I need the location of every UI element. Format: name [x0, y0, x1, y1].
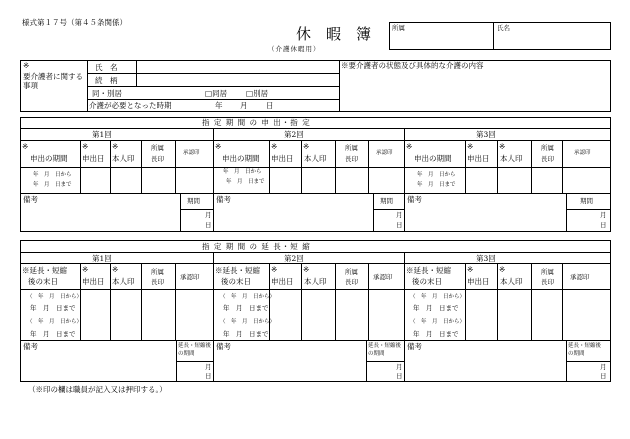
duration-label-2: の期間	[368, 351, 385, 357]
mark: ※	[112, 265, 119, 274]
remarks-label: 備考	[23, 195, 38, 204]
paren-from: （ 年 月 日から）	[410, 319, 466, 325]
round-label: 第3回	[476, 254, 496, 263]
col-new-end: 後の末日	[221, 277, 251, 286]
col-self-seal: 本人印	[112, 154, 135, 163]
mark: ※	[271, 142, 278, 151]
col-self-seal: 本人印	[304, 277, 327, 286]
period-to: 年 月 日まで	[417, 182, 456, 188]
round-label: 第1回	[92, 254, 112, 263]
round-label: 第2回	[284, 254, 304, 263]
round-label: 第3回	[476, 130, 496, 139]
period-from: 年 月 日から	[223, 169, 262, 175]
col-request-date: 申出日	[271, 154, 294, 163]
col-period: 申出の期間	[222, 154, 260, 163]
col-approval-seal: 承認印	[373, 273, 393, 281]
col-extension: ※延長・短縮	[215, 266, 260, 275]
name-label: 氏名	[497, 24, 510, 32]
col-dept: 所属	[541, 144, 554, 152]
col-dept: 所属	[541, 268, 554, 276]
duration-month: 月	[600, 211, 607, 219]
care-start-month: 月	[240, 101, 248, 110]
mark: ※	[499, 265, 506, 274]
col-approval-seal: 承認印	[183, 150, 200, 156]
cohabit-label: 同・別居	[92, 89, 122, 98]
mark: ※	[215, 142, 222, 151]
mark: ※	[303, 265, 310, 274]
paren-from: （ 年 月 日から）	[27, 319, 83, 325]
period-from: 年 月 日から	[33, 172, 72, 178]
end-line: 年 月 日まで	[413, 304, 459, 312]
form-number: 様式第１７号（第４５条関係）	[22, 18, 127, 27]
duration-label-1: 延長・短縮後	[368, 343, 402, 349]
col-self-seal: 本人印	[304, 154, 327, 163]
col-approval-seal: 承認印	[570, 273, 590, 281]
mark: ※	[467, 142, 474, 151]
same-house-checkbox[interactable]: □同居	[205, 89, 228, 98]
period-from: 年 月 日から	[417, 172, 456, 178]
mark: ※	[22, 142, 29, 151]
mark: ※	[406, 142, 413, 151]
paren-from: （ 年 月 日から）	[220, 294, 276, 300]
period-to: 年 月 日まで	[226, 179, 265, 185]
round-label: 第2回	[284, 130, 304, 139]
duration-label-2: の期間	[568, 351, 585, 357]
duration-day: 日	[205, 372, 212, 380]
mark: ※	[112, 142, 119, 151]
duration-month: 月	[205, 363, 212, 371]
duration-label-2: の期間	[178, 351, 195, 357]
col-request-date: 申出日	[82, 277, 105, 286]
col-new-end: 後の末日	[28, 277, 58, 286]
col-dept: 所属	[151, 144, 164, 152]
paren-from: （ 年 月 日から）	[27, 294, 83, 300]
paren-from: （ 年 月 日から）	[410, 294, 466, 300]
duration-day: 日	[600, 221, 607, 229]
col-request-date: 申出日	[467, 154, 490, 163]
duration-day: 日	[205, 221, 212, 229]
duration-label-1: 延長・短縮後	[568, 343, 602, 349]
end-line: 年 月 日まで	[30, 304, 76, 312]
col-self-seal: 本人印	[112, 277, 135, 286]
end-line: 年 月 日まで	[223, 330, 269, 338]
col-chief-seal: 長印	[345, 155, 358, 163]
duration-month: 月	[396, 363, 403, 371]
col-period: 申出の期間	[30, 154, 68, 163]
duration-label: 期間	[380, 197, 393, 205]
care-start-label: 介護が必要となった時期	[89, 101, 172, 110]
form-title: 休 暇 簿	[296, 25, 372, 43]
duration-day: 日	[600, 372, 607, 380]
care-condition-label: ※要介護者の状態及び具体的な介護の内容	[341, 61, 484, 70]
col-approval-seal: 承認印	[574, 150, 591, 156]
mark: ※	[499, 142, 506, 151]
mark: ※	[82, 265, 89, 274]
duration-label: 期間	[187, 197, 200, 205]
duration-month: 月	[600, 363, 607, 371]
end-line: 年 月 日まで	[30, 330, 76, 338]
end-line: 年 月 日まで	[413, 330, 459, 338]
col-approval-seal: 承認印	[376, 150, 393, 156]
mark: ※	[303, 142, 310, 151]
remarks-label: 備考	[23, 342, 38, 351]
relation-label: 続 柄	[95, 76, 118, 85]
section1-title: 指 定 期 間 の 申 出・指 定	[202, 118, 311, 127]
form-subtitle: （介護休暇用）	[268, 45, 321, 53]
care-start-day: 日	[266, 101, 274, 110]
mark: ※	[467, 265, 474, 274]
col-chief-seal: 長印	[541, 155, 554, 163]
end-line: 年 月 日まで	[223, 304, 269, 312]
col-extension: ※延長・短縮	[22, 266, 67, 275]
remarks-label: 備考	[407, 195, 422, 204]
col-self-seal: 本人印	[500, 277, 523, 286]
duration-month: 月	[396, 211, 403, 219]
col-chief-seal: 長印	[151, 278, 164, 286]
col-request-date: 申出日	[271, 277, 294, 286]
care-section-label: 要介護者に関する事項	[23, 72, 83, 91]
duration-month: 月	[205, 211, 212, 219]
duration-label: 期間	[580, 197, 593, 205]
col-chief-seal: 長印	[345, 278, 358, 286]
round-label: 第1回	[92, 130, 112, 139]
col-self-seal: 本人印	[500, 154, 523, 163]
recipient-name-label: 氏 名	[95, 63, 118, 72]
col-dept: 所属	[345, 268, 358, 276]
care-start-year: 年	[215, 101, 223, 110]
remarks-label: 備考	[216, 342, 231, 351]
section2-title: 指 定 期 間 の 延 長・短 縮	[202, 242, 311, 251]
care-mark: ※	[23, 61, 30, 70]
paren-from: （ 年 月 日から）	[220, 319, 276, 325]
mark: ※	[82, 142, 89, 151]
col-extension: ※延長・短縮	[406, 266, 451, 275]
col-new-end: 後の末日	[412, 277, 442, 286]
col-chief-seal: 長印	[151, 155, 164, 163]
period-to: 年 月 日まで	[33, 182, 72, 188]
col-approval-seal: 承認印	[180, 273, 200, 281]
col-period: 申出の期間	[414, 154, 452, 163]
duration-label-1: 延長・短縮後	[178, 343, 212, 349]
affiliation-label: 所属	[392, 24, 405, 32]
mark: ※	[271, 265, 278, 274]
col-dept: 所属	[345, 144, 358, 152]
duration-day: 日	[396, 372, 403, 380]
col-chief-seal: 長印	[541, 278, 554, 286]
remarks-label: 備考	[407, 342, 422, 351]
col-request-date: 申出日	[82, 154, 105, 163]
remarks-label: 備考	[216, 195, 231, 204]
duration-day: 日	[396, 221, 403, 229]
col-request-date: 申出日	[467, 277, 490, 286]
separate-house-checkbox[interactable]: □別居	[246, 89, 269, 98]
col-dept: 所属	[151, 268, 164, 276]
footnote: （※印の欄は職員が記入又は押印する。）	[28, 385, 167, 394]
